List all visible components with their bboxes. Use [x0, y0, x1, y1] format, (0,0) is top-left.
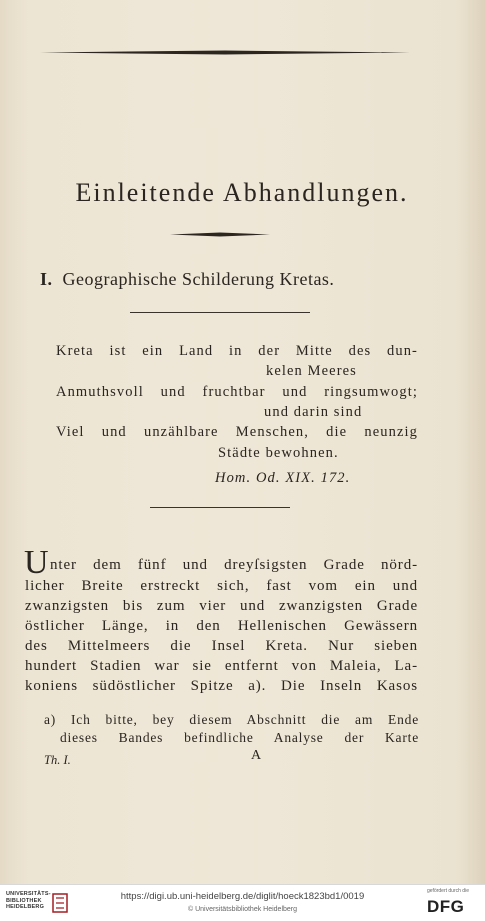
body-line: nter dem fünf und dreyſsigsten Grade nörd- [50, 557, 418, 573]
top-ornamental-rule [40, 50, 410, 55]
body-line: zwanzigsten bis zum vier und zwanzigsten Grade [25, 598, 418, 614]
heading-divider [130, 312, 310, 313]
body-line: licher Breite erstreckt sich, fast vom ein und [25, 578, 418, 594]
footnote-line: dieses Bandes befindliche Analyse der Karte [60, 730, 419, 745]
verse-divider [150, 507, 290, 508]
permalink-url[interactable]: https://digi.ub.uni-heidelberg.de/diglit/hoeck1823bd1/0019 [120, 891, 365, 902]
body-line: des Mittelmeers die Insel Kreta. Nur sieben [25, 638, 418, 654]
dfg-wordmark: DFG [427, 897, 465, 916]
verse-line: und darin sind [264, 404, 363, 420]
copyright-notice: © Universitätsbibliothek Heidelberg [187, 906, 298, 913]
volume-signature: Th. I. [44, 753, 71, 767]
funded-by-label: gefördert durch die [427, 888, 469, 894]
body-line: koniens südöstlicher Spitze a). Die Inseln Kasos [25, 678, 418, 694]
body-line: östlicher Länge, in den Hellenischen Gewässern [25, 618, 418, 634]
section-heading-text: Geographische Schilderung Kretas. [62, 269, 335, 289]
title-ornamental-rule [170, 232, 270, 237]
verse-line: Viel und unzählbare Menschen, die neunzig [56, 424, 418, 440]
verse-line: kelen Meeres [266, 363, 357, 379]
verse-line: Anmuthsvoll und fruchtbar und ringsumwogt; [56, 384, 418, 400]
section-number: I. [40, 269, 53, 289]
body-line: hundert Stadien war sie entfernt von Maleia, La- [25, 658, 418, 674]
dfg-logo[interactable] [425, 888, 481, 918]
verse-line: Kreta ist ein Land in der Mitte des dun- [56, 343, 418, 359]
verse-line: Städte bewohnen. [218, 445, 339, 461]
viewer-footer [0, 884, 485, 921]
drop-cap: U [24, 544, 49, 581]
section-heading [40, 269, 420, 290]
footnote-line: a) Ich bitte, bey diesem Abschnitt die am Ende [44, 712, 419, 727]
signature-letter: A [251, 748, 262, 763]
verse-citation: Hom. Od. XIX. 172. [215, 470, 351, 486]
library-logo-text: UNIVERSITÄTS- BIBLIOTHEK HEIDELBERG [6, 891, 51, 910]
page-title: Einleitende Abhandlungen. [75, 178, 409, 207]
